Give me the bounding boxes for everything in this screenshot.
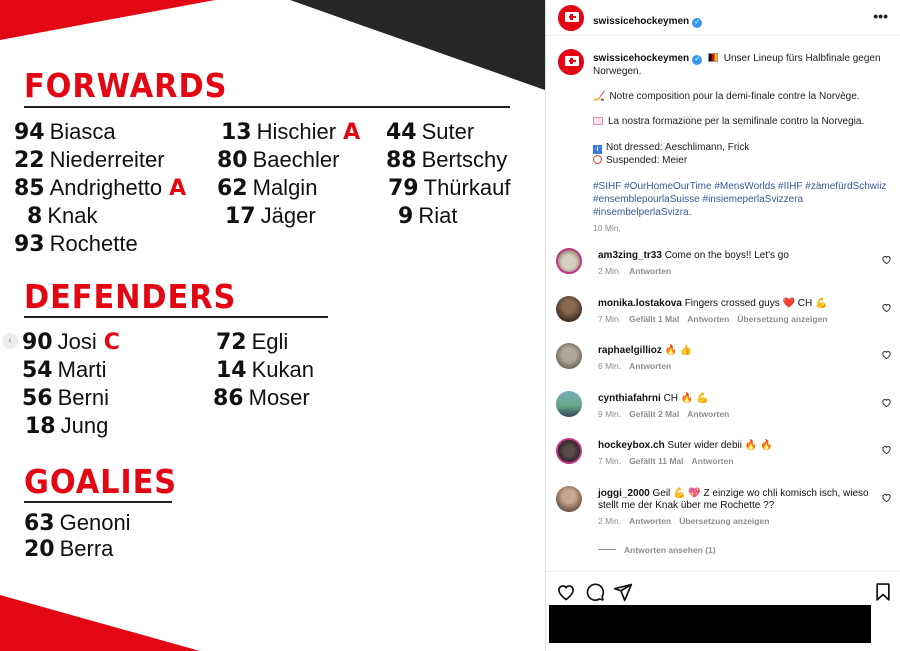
player-row: 62 Malgin xyxy=(217,175,318,201)
player-row: 86 Moser xyxy=(213,385,310,411)
like-heart-icon[interactable] xyxy=(881,302,892,313)
comment-item: hockeybox.ch Suter wider debii 🔥 🔥 7 Min. Gefällt 11 Mal Antworten xyxy=(556,438,896,480)
player-row: 90 Josi C xyxy=(22,329,120,355)
player-row: 88 Bertschy xyxy=(386,147,508,173)
header-username[interactable]: swissicehockeymen xyxy=(593,16,690,27)
carousel-prev-button[interactable]: ‹ xyxy=(2,333,18,349)
info-icon: i xyxy=(593,145,602,154)
view-replies-button[interactable]: Antworten ansehen (1) xyxy=(598,545,716,555)
like-heart-icon[interactable] xyxy=(881,492,892,503)
caption-avatar[interactable] xyxy=(558,49,584,75)
player-row: 18 Jung xyxy=(25,413,109,439)
caption-fr: 🏒 Notre composition pour la demi-finale contre la Norvège. xyxy=(593,91,860,102)
post-header xyxy=(546,0,900,36)
player-row: 85 Andrighetto A xyxy=(14,175,187,201)
prohibited-icon xyxy=(593,155,602,164)
likes-count[interactable]: Gefällt 2 Mal xyxy=(629,409,680,419)
reply-button[interactable]: Antworten xyxy=(629,516,672,526)
commenter-avatar[interactable] xyxy=(556,438,582,464)
commenter-avatar[interactable] xyxy=(556,248,582,274)
caption-main xyxy=(593,52,889,78)
player-row: 17 Jäger xyxy=(225,203,316,229)
player-row: 14 Kukan xyxy=(216,357,315,383)
player-row: 56 Berni xyxy=(22,385,109,411)
caption-line-de: Unser Lineup fürs Halbfinale gegen Norwegen. xyxy=(593,53,881,77)
comment-item: cynthiafahrni CH 🔥 💪 9 Min. Gefällt 2 Mal Antworten xyxy=(556,391,896,433)
defenders-heading: DEFENDERS xyxy=(24,277,237,316)
comment-item: joggi_2000 Geil 💪 💖 Z einzige wo chli komisch isch, wieso stellt me der Knak über me Rochette ?? 2 Min. Antworten Übersetzung anzeigen xyxy=(556,486,896,536)
comment-item: am3zing_tr33 Come on the boys!! Let's go 2 Min. Antworten xyxy=(556,248,896,290)
reply-button[interactable]: Antworten xyxy=(691,456,734,466)
verified-badge-icon: ✓ xyxy=(692,18,702,28)
flag-emoji-icon xyxy=(708,53,718,62)
commenter-avatar[interactable] xyxy=(556,486,582,512)
bookmark-save-icon[interactable] xyxy=(873,582,893,602)
player-row: 9 Riat xyxy=(398,203,458,229)
like-heart-icon[interactable] xyxy=(556,582,576,602)
player-row: 22 Niederreiter xyxy=(14,147,165,173)
player-row: 63 Genoni xyxy=(24,510,131,536)
reply-button[interactable]: Antworten xyxy=(629,266,672,276)
goalies-heading: GOALIES xyxy=(24,462,178,501)
player-row: 79 Thürkauf xyxy=(388,175,511,201)
post-action-bar xyxy=(546,571,900,605)
reply-button[interactable]: Antworten xyxy=(687,314,730,324)
commenter-avatar[interactable] xyxy=(556,343,582,369)
likes-count[interactable]: Gefällt 11 Mal xyxy=(629,456,684,466)
commenter-avatar[interactable] xyxy=(556,296,582,322)
forwards-divider xyxy=(24,106,510,108)
reply-button[interactable]: Antworten xyxy=(687,409,730,419)
share-send-icon[interactable] xyxy=(613,582,633,602)
likes-count[interactable]: Gefällt 1 Mal xyxy=(629,314,680,324)
like-heart-icon[interactable] xyxy=(881,444,892,455)
caption-not-dressed: i Not dressed: Aeschlimann, Frick xyxy=(593,141,889,154)
caption-suspended: Suspended: Meier xyxy=(593,154,889,167)
player-row: 93 Rochette xyxy=(14,231,138,257)
translate-button[interactable]: Übersetzung anzeigen xyxy=(737,314,828,324)
defenders-divider xyxy=(24,316,328,318)
like-heart-icon[interactable] xyxy=(881,349,892,360)
more-options-icon[interactable]: ••• xyxy=(873,8,888,24)
alternate-captain-badge: A xyxy=(169,176,187,201)
flag-emoji-icon xyxy=(593,117,603,125)
caption-username[interactable]: swissicehockeymen xyxy=(593,53,690,64)
commenter-avatar[interactable] xyxy=(556,391,582,417)
player-row: 94 Biasca xyxy=(14,119,116,145)
captain-badge: C xyxy=(103,330,120,355)
player-row: 44 Suter xyxy=(386,119,475,145)
verified-badge-icon: ✓ xyxy=(692,55,702,65)
caption-it: La nostra formazione per la semifinale contro la Norvegia. xyxy=(593,115,889,128)
alternate-captain-badge: A xyxy=(343,120,361,145)
forwards-heading: FORWARDS xyxy=(24,66,228,105)
like-heart-icon[interactable] xyxy=(881,254,892,265)
comment-bubble-icon[interactable] xyxy=(585,582,605,602)
player-row: 80 Baechler xyxy=(217,147,340,173)
player-row: 72 Egli xyxy=(216,329,289,355)
translate-button[interactable]: Übersetzung anzeigen xyxy=(679,516,770,526)
player-row: 20 Berra xyxy=(24,536,114,562)
player-row: 8 Knak xyxy=(27,203,98,229)
like-heart-icon[interactable] xyxy=(881,397,892,408)
comment-item: monika.lostakova Fingers crossed guys ❤️ CH 💪 7 Min. Gefällt 1 Mal Antworten Übersetzung anzeigen xyxy=(556,296,896,338)
goalies-divider xyxy=(24,501,172,503)
post-sidebar xyxy=(545,0,900,651)
reply-line-divider xyxy=(598,549,616,550)
player-row: 13 Hischier A xyxy=(221,119,361,145)
reply-button[interactable]: Antworten xyxy=(629,361,672,371)
caption-hashtags[interactable]: #SIHF #OurHomeOurTime #MensWorlds #IIHF #zämefürdSchwiiz #ensemblepourlaSuisse #insiemeperlaSvizzera #insembelperlaSvizra. xyxy=(593,181,887,218)
redacted-area xyxy=(549,605,871,643)
account-avatar[interactable] xyxy=(558,5,584,31)
player-row: 54 Marti xyxy=(22,357,107,383)
comment-item: raphaelgillioz 🔥 👍 6 Min. Antworten xyxy=(556,343,896,385)
caption-time[interactable]: 10 Min. xyxy=(593,223,621,233)
hockey-stick-icon: 🏒 xyxy=(593,91,606,102)
